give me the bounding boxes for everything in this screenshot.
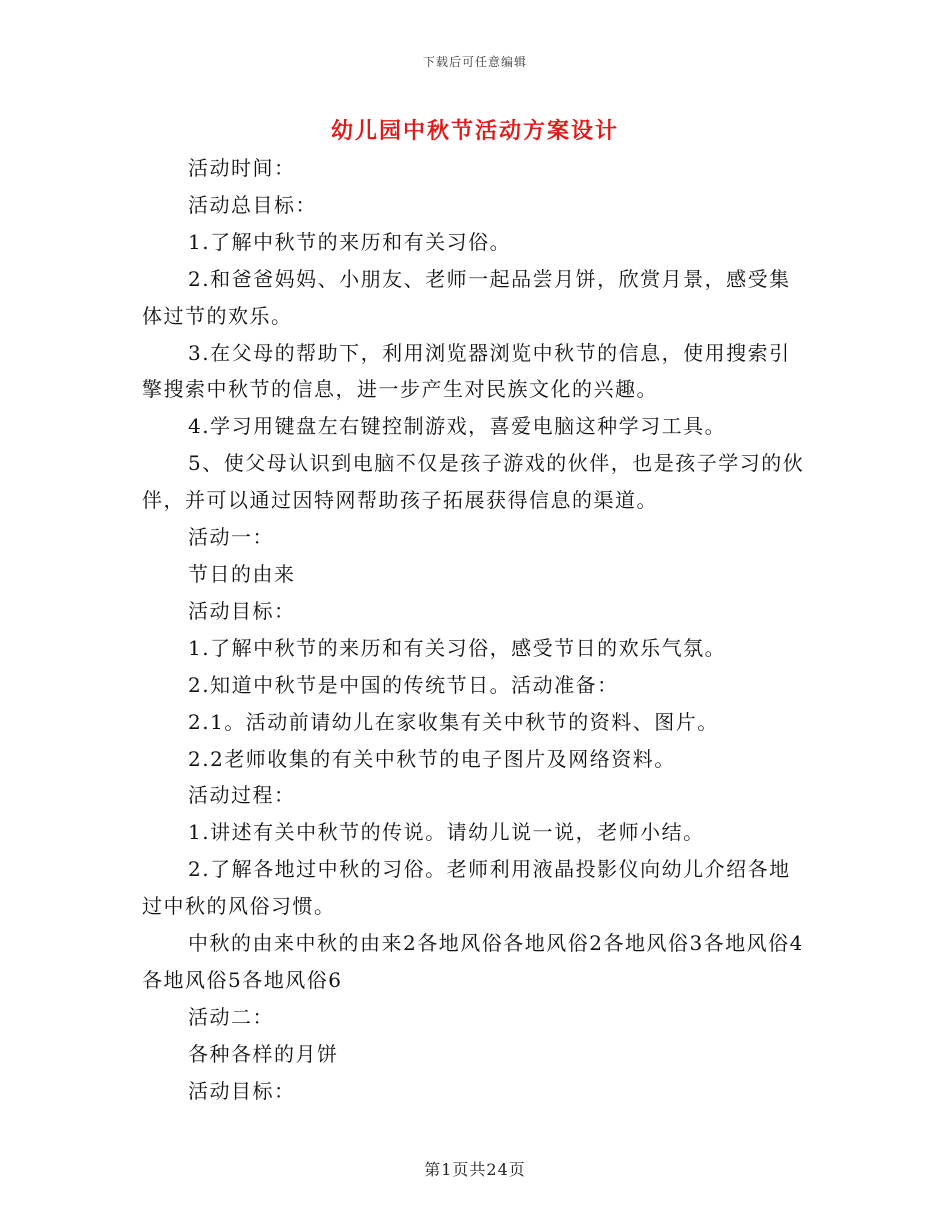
paragraph: 5、使父母认识到电脑不仅是孩子游戏的伙伴，也是孩子学习的伙伴，并可以通过因特网帮助孩子拓展获得信息的渠道。	[142, 451, 805, 513]
header-note: 下载后可任意编辑	[422, 55, 527, 69]
paragraph: 中秋的由来中秋的由来2各地风俗各地风俗2各地风俗3各地风俗4各地风俗5各地风俗6	[142, 931, 804, 992]
paragraph: 3.在父母的帮助下，利用浏览器浏览中秋节的信息，使用搜索引擎搜索中秋节的信息，进一步产生对民族文化的兴趣。	[142, 340, 791, 402]
paragraph: 4.学习用键盘左右键控制游戏，喜爱电脑这种学习工具。	[188, 414, 727, 439]
paragraph: 2.了解各地过中秋的习俗。老师利用液晶投影仪向幼儿介绍各地过中秋的风俗习惯。	[142, 857, 791, 919]
paragraph: 节日的由来	[188, 561, 296, 586]
document-title: 幼儿园中秋节活动方案设计	[330, 118, 619, 144]
paragraph: 活动时间：	[188, 156, 296, 180]
paragraph: 活动一：	[188, 525, 274, 550]
paragraph: 各种各样的月饼	[188, 1041, 339, 1066]
paragraph: 1.了解中秋节的来历和有关习俗，感受节日的欢乐气氛。	[188, 635, 727, 660]
paragraph: 2.1。活动前请幼儿在家收集有关中秋节的资料、图片。	[188, 709, 719, 734]
paragraph: 2.2老师收集的有关中秋节的电子图片及网络资料。	[188, 746, 676, 771]
document-body	[142, 150, 808, 1110]
page-number-footer: 第1页共24页	[424, 1160, 526, 1179]
paragraph: 活动总目标：	[188, 192, 317, 217]
paragraph: 2.和爸爸妈妈、小朋友、老师一起品尝月饼，欣赏月景，感受集体过节的欢乐。	[142, 266, 791, 328]
paragraph: 活动目标：	[188, 1078, 296, 1103]
paragraph: 1.讲述有关中秋节的传说。请幼儿说一说，老师小结。	[188, 820, 705, 845]
paragraph: 活动二：	[188, 1004, 274, 1029]
paragraph: 活动过程：	[188, 783, 296, 808]
paragraph: 活动目标：	[188, 598, 296, 623]
paragraph: 1.了解中秋节的来历和有关习俗。	[188, 229, 512, 254]
paragraph: 2.知道中秋节是中国的传统节日。活动准备：	[188, 672, 619, 697]
